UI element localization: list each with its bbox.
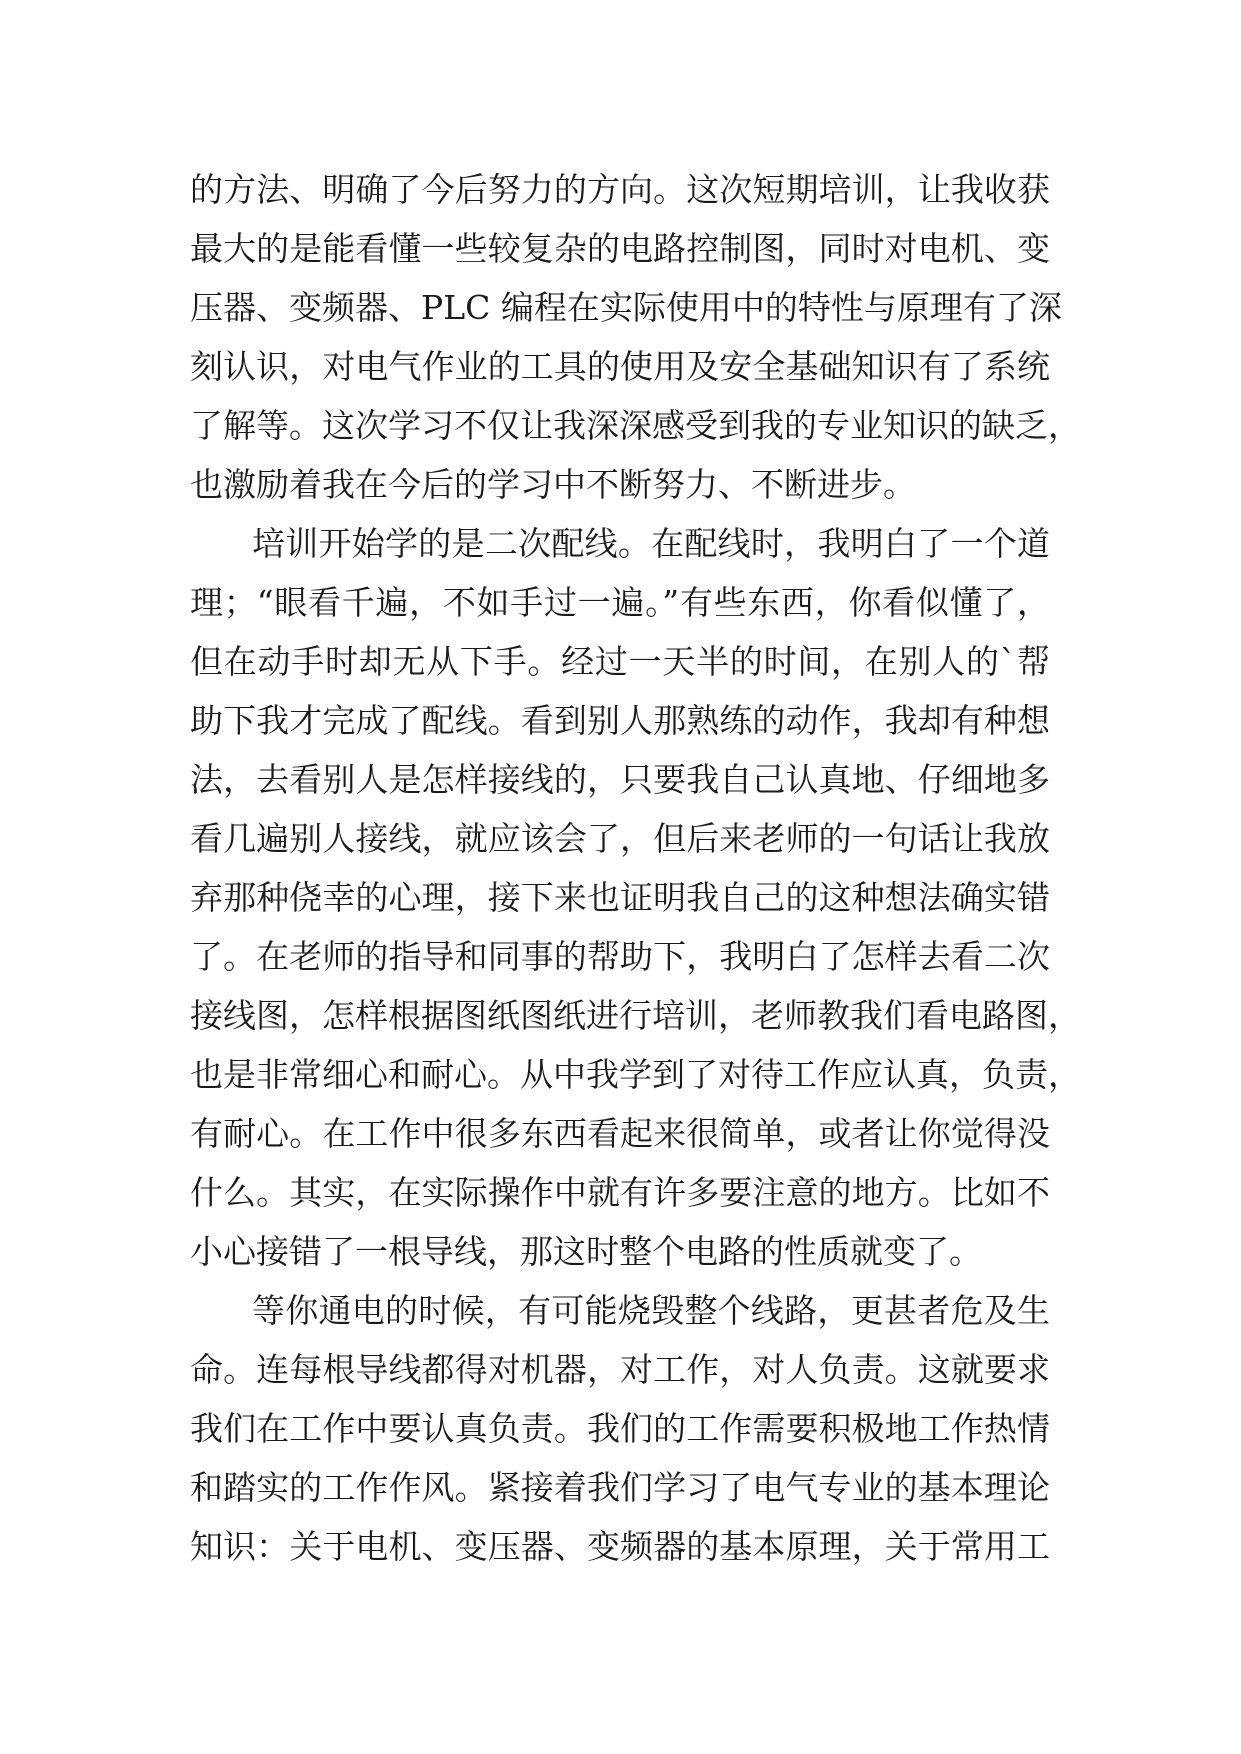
text-line: 命。连每根导线都得对机器，对工作，对人负责。这就要求	[190, 1350, 1050, 1389]
text-line: 知识：关于电机、变压器、变频器的基本原理，关于常用工	[190, 1527, 1050, 1566]
text-line: 也激励着我在今后的学习中不断努力、不断进步。	[190, 465, 916, 504]
body-text	[190, 160, 1081, 1576]
text-line: 理；“眼看千遍，不如手过一遍。”有些东西，你看似懂了，	[190, 583, 1050, 622]
text-line: 小心接错了一根导线，那这时整个电路的性质就变了。	[190, 1232, 982, 1271]
text-line: 但在动手时却无从下手。经过一天半的时间，在别人的`帮	[190, 642, 1050, 681]
text-line: 压器、变频器、PLC 编程在实际使用中的特性与原理有了深	[190, 288, 1062, 327]
text-line: 接线图，怎样根据图纸图纸进行培训，老师教我们看电路图，	[190, 996, 1081, 1035]
text-line: 法，去看别人是怎样接线的，只要我自己认真地、仔细地多	[190, 760, 1050, 799]
text-line: 的方法、明确了今后努力的方向。这次短期培训，让我收获	[190, 170, 1050, 209]
paragraph-first-line: 培训开始学的是二次配线。在配线时，我明白了一个道	[252, 524, 1050, 563]
text-line: 有耐心。在工作中很多东西看起来很简单，或者让你觉得没	[190, 1114, 1050, 1153]
text-line: 了解等。这次学习不仅让我深深感受到我的专业知识的缺乏，	[190, 406, 1081, 445]
text-line: 刻认识，对电气作业的工具的使用及安全基础知识有了系统	[190, 347, 1050, 386]
text-line: 和踏实的工作作风。紧接着我们学习了电气专业的基本理论	[190, 1468, 1050, 1507]
text-line: 弃那种侥幸的心理，接下来也证明我自己的这种想法确实错	[190, 878, 1050, 917]
text-line: 我们在工作中要认真负责。我们的工作需要积极地工作热情	[190, 1409, 1050, 1448]
text-line: 最大的是能看懂一些较复杂的电路控制图，同时对电机、变	[190, 229, 1050, 268]
text-line: 助下我才完成了配线。看到别人那熟练的动作，我却有种想	[190, 701, 1050, 740]
text-line: 了。在老师的指导和同事的帮助下，我明白了怎样去看二次	[190, 937, 1050, 976]
text-line: 什么。其实，在实际操作中就有许多要注意的地方。比如不	[190, 1173, 1050, 1212]
paragraph-first-line: 等你通电的时候，有可能烧毁整个线路，更甚者危及生	[252, 1291, 1050, 1330]
text-line: 看几遍别人接线，就应该会了，但后来老师的一句话让我放	[190, 819, 1050, 858]
text-line: 也是非常细心和耐心。从中我学到了对待工作应认真，负责，	[190, 1055, 1081, 1094]
